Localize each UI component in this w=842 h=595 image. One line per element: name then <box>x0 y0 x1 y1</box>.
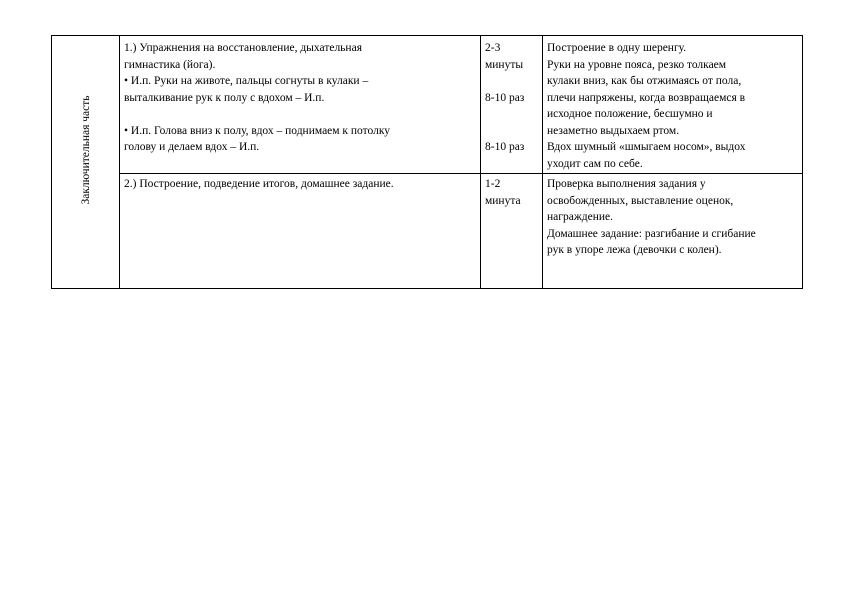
row-2-dosage-line: 1-2 <box>485 178 501 190</box>
section-label-cell <box>52 36 119 288</box>
row-1-notes-line: Руки на уровне пояса, резко толкаем <box>547 58 727 71</box>
row-2-notes-line: Проверка выполнения задания у <box>547 178 706 190</box>
row-2-notes-line: рук в упоре лежа (девочки с колен). <box>547 244 722 256</box>
row-2-notes-line: освобожденных, выставление оценок, <box>547 194 734 207</box>
row-1-notes-line: исходное положение, бесшумно и <box>547 108 713 120</box>
row-1-notes-cell <box>547 40 802 172</box>
section-title: Заключительная часть <box>79 95 92 205</box>
row-1-exercise-line: 1.) Упражнения на восстановление, дыхательная <box>124 42 362 54</box>
row-1-notes-line: незаметно выдыхаем ртом. <box>547 124 680 137</box>
row-2-notes-line: награждение. <box>547 211 614 223</box>
row-1-exercise-line <box>124 106 476 123</box>
row-1-exercise-line: голову и делаем вдох – И.п. <box>124 141 260 153</box>
row-1-notes-line: плечи напряжены, когда возвращаемся в <box>547 91 746 104</box>
row-1-exercise-line: • И.п. Голова вниз к полу, вдох – поднимаем к потолку <box>124 124 391 137</box>
row-1-exercise-line: выталкивание рук к полу с вдохом – И.п. <box>124 91 325 104</box>
row-1-notes-line: уходит сам по себе. <box>547 157 643 170</box>
row-divider <box>119 173 802 174</box>
row-1-dosage-line: 8-10 раз <box>485 91 525 104</box>
row-1-exercise-line: гимнастика (йога). <box>124 58 216 71</box>
row-1-exercise-cell <box>124 40 476 156</box>
row-2-notes-cell <box>547 176 802 259</box>
column-divider <box>119 36 120 288</box>
row-2-exercise-cell <box>124 176 476 193</box>
row-2-notes-line: Домашнее задание: разгибание и сгибание <box>547 227 756 240</box>
row-1-dosage-line <box>485 106 540 123</box>
column-divider <box>542 36 543 288</box>
row-2-dosage-line: минута <box>485 194 521 207</box>
row-1-dosage-line: минуты <box>485 58 524 71</box>
row-2-exercise-line: 2.) Построение, подведение итогов, домашнее задание. <box>124 178 394 190</box>
row-1-dosage-cell <box>485 40 540 156</box>
row-1-dosage-line <box>485 73 540 90</box>
row-1-exercise-line: • И.п. Руки на животе, пальцы согнуты в кулаки – <box>124 75 369 87</box>
row-1-dosage-line: 8-10 раз <box>485 141 525 153</box>
row-1-notes-line: кулаки вниз, как бы отжимаясь от пола, <box>547 75 742 87</box>
row-1-notes-line: Построение в одну шеренгу. <box>547 42 687 54</box>
column-divider <box>480 36 481 288</box>
row-1-dosage-line <box>485 123 540 140</box>
row-1-notes-line: Вдох шумный «шмыгаем носом», выдох <box>547 141 746 153</box>
row-2-dosage-cell <box>485 176 540 209</box>
row-1-dosage-line: 2-3 <box>485 42 501 54</box>
lesson-table <box>51 35 803 289</box>
